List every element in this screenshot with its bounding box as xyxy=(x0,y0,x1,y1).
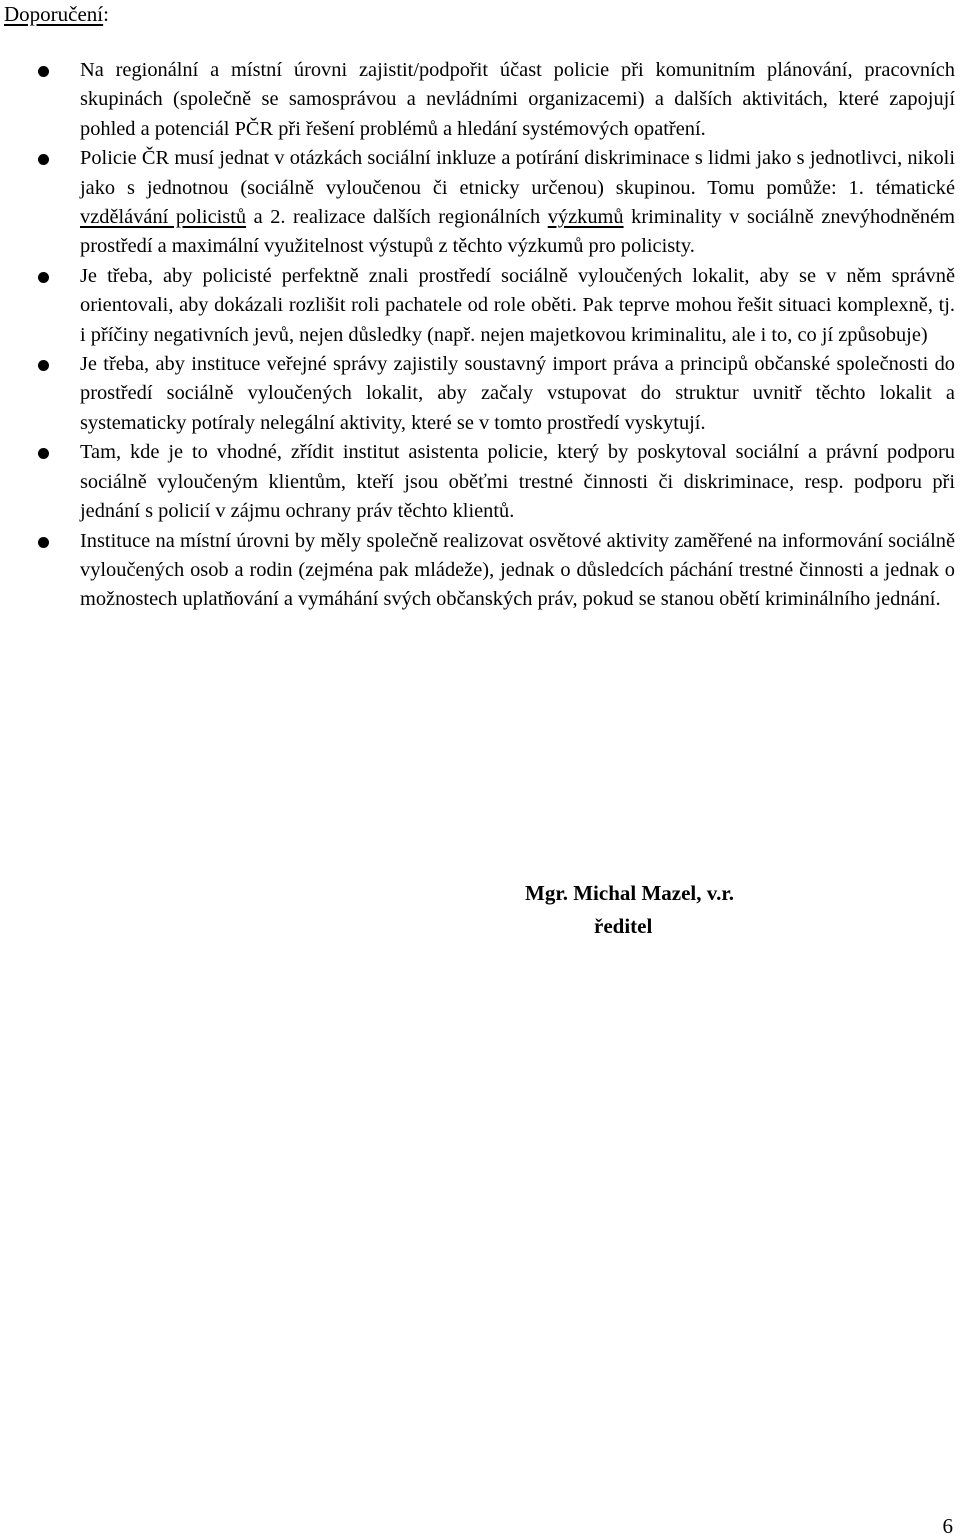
list-item-text-part: kriminality v sociálně znevýhodněném prostředí a maximální využitelnost výstupů z těchto výzkumů pro policisty. xyxy=(80,206,955,258)
list-item-text xyxy=(80,147,955,257)
list-item-text: Na regionální a místní úrovni zajistit/podpořit účast policie při komunitním plánování, pracovních skupinách (společně se samosprávou a nevládními organizacemi) a dalších aktivitách, které zapojují pohled a potenciál PČR při řešení problémů a hledání systémových opatření. xyxy=(80,59,955,140)
section-heading xyxy=(4,0,109,28)
bullet-icon xyxy=(38,66,49,77)
recommendations-list xyxy=(0,56,960,615)
signature-block xyxy=(525,877,734,943)
list-item xyxy=(0,527,955,615)
list-item-text: Je třeba, aby policisté perfektně znali prostředí sociálně vyloučených lokalit, aby se v něm správně orientovali, aby dokázali rozlišit roli pachatele od role oběti. Pak teprve mohou řešit situaci komplexně, tj. i příčiny negativních jevů, nejen důsledky (např. nejen majetkovou kriminalitu, ale i to, co jí způsobuje) xyxy=(80,264,955,346)
section-heading-colon: : xyxy=(103,2,109,26)
list-item-text-part: a 2. realizace dalších regionálních xyxy=(246,206,548,229)
list-item-text: Tam, kde je to vhodné, zřídit institut asistenta policie, který by poskytoval sociální a právní podporu sociálně vyloučeným klientům, kteří jsou oběťmi trestné činnosti či diskriminace, resp. podporu při jednání s policií v zájmu ochrany práv těchto klientů. xyxy=(80,441,955,523)
bullet-icon xyxy=(38,360,49,371)
underlined-phrase: vzdělávání policistů xyxy=(80,206,247,229)
list-item xyxy=(0,144,955,262)
list-item xyxy=(0,262,955,350)
list-item xyxy=(0,56,955,144)
list-item xyxy=(0,438,955,526)
list-item-text-part: Policie ČR musí jednat v otázkách sociální inkluze a potírání diskriminace s lidmi jako s jednotlivci, nikoli jako s jednotnou (sociálně vyloučenou či etnicky určenou) skupinou. Tomu pomůže: 1. tématické xyxy=(80,147,955,199)
underlined-phrase: výzkumů xyxy=(547,206,624,229)
section-heading-text: Doporučení xyxy=(4,2,104,26)
bullet-icon xyxy=(38,272,49,283)
bullet-icon xyxy=(38,154,49,165)
bullet-icon xyxy=(38,537,49,548)
bullet-icon xyxy=(38,448,49,459)
list-item-text: Je třeba, aby instituce veřejné správy zajistily soustavný import práva a principů občanské společnosti do prostředí sociálně vyloučených lokalit, aby začaly vstupovat do struktur uvnitř těchto lokalit a systematicky potíraly nelegální aktivity, které se v tomto prostředí vyskytují. xyxy=(80,353,955,434)
signature-role: ředitel xyxy=(594,914,653,938)
list-item xyxy=(0,350,955,438)
signature-name: Mgr. Michal Mazel, v.r. xyxy=(525,881,734,905)
page-number: 6 xyxy=(942,1514,953,1538)
list-item-text: Instituce na místní úrovni by měly společně realizovat osvětové aktivity zaměřené na informování sociálně vyloučených osob a rodin (zejména pak mládeže), jednak o důsledcích páchání trestné činnosti a jednak o možnostech uplatňování a vymáhání svých občanských práv, pokud se stanou obětí kriminálního jednání. xyxy=(80,529,955,611)
